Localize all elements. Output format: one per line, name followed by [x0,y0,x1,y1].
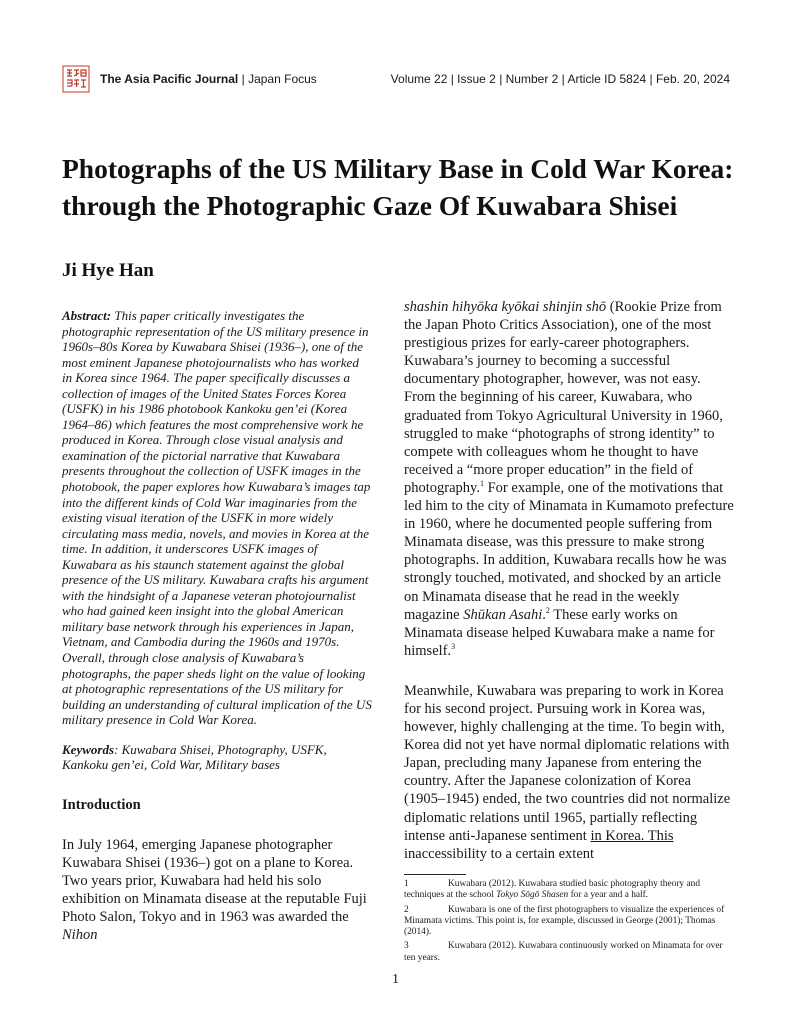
journal-subtitle: Japan Focus [248,72,317,86]
right-p1-text-a: (Rookie Prize from the Japan Photo Critics Association), one of the most prestigious prizes for early-career photographers. Kuwabara’s journey to becoming a successful documentary photographer, however, was not easy. From the beginning of his career, Kuwabara, who graduated from Tokyo Agricultural University in 1960, struggled to make “photographs of strong identity” to compete with colleagues whom he thought to have received a “more proper education” in the field of photography. [404,299,723,496]
footnote-number: 2 [404,904,409,915]
journal-name [100,72,317,86]
keywords-label: Keywords [62,741,114,757]
footnote-text-end: for a year and a half. [568,890,649,901]
footnote-ref-2[interactable]: 2 [545,605,550,615]
article-title: Photographs of the US Military Base in Cold War Korea: through the Photographic Gaze Of Kuwabara Shisei [62,153,734,221]
award-name-italic: shashin hihyōka kyōkai shinjin shō [404,299,607,315]
right-p2-underlined: in Korea. This [590,827,674,844]
keywords [62,742,372,773]
right-p2-text-a: Meanwhile, Kuwabara was preparing to work in Korea for his second project. Pursuing work in Korea was, however, highly challenging at the time. To begin with, Korea did not yet have normal diplomatic relations with Japan, precluding many Japanese from entering the country. After the Japanese colonization of Korea (1905–1945) ended, the two countries did not normalize diplomatic relations until 1965, partially reflecting intense anti-Japanese sentiment [404,682,731,844]
journal-header [62,63,730,97]
right-column [404,298,734,863]
abstract-text: This paper critically investigates the photographic representation of the US military presence in 1960s–80s Korea by Kuwabara Shisei (1936–), one of the most eminent Japanese photojournalists who has worked in Korea since 1964. The paper specifically discusses a collection of images of the United States Forces Korea (USFK) in his 1986 photobook Kankoku gen’ei (Korea 1964–86) which features the most comprehensive work he produced in Korea. Through close visual analysis and examination of the pictorial narrative that Kuwabara presents throughout the collection of USFK images in the photobook, the paper explores how Kuwabara’s images tap into the different kinds of Cold War imaginaries from the existing visual iteration of the USFK in more widely circulating mass media, novels, and movies in Korea at the time. In addition, it underscores USFK images of Kuwabara as his staunch statement against the global presence of the US military. Kuwabara crafts his argument with the hindsight of a Japanese veteran photojournalist who had gained keen insight into the global American military base network through his experiences in Japan, Vietnam, and Cambodia during the 1960s and 1970s. Overall, through close analysis of Kuwabara’s photographs, the paper sheds light on the value of looking at photographic representations of the US military for building an understanding of cultural implication of the US military presence in Cold War Korea. [62,308,372,728]
keywords-text: : Kuwabara Shisei, Photography, USFK, Kankoku gen’ei, Cold War, Military bases [62,741,327,773]
intro-paragraph-right-2 [404,682,734,863]
journal-title: The Asia Pacific Journal [100,72,239,86]
footnote-ref-1[interactable]: 1 [479,479,484,489]
footnote-number: 1 [404,879,409,889]
abstract-label: Abstract: [62,308,112,323]
section-heading-introduction: Introduction [62,796,141,813]
journal-separator: | [238,72,249,86]
footnote-text: Kuwabara (2012). Kuwabara continuously worked on Minamata for over ten years. [404,941,723,963]
footnote-1 [404,879,734,902]
article-author: Ji Hye Han [62,260,154,281]
right-p1-text-b: For example, one of the motivations that led him to the city of Minamata in Kumamoto prefecture in 1960, where he documented people suffering from Minamata disease, was this pressure to make strong photographs. In addition, Kuwabara recalls how he was strongly touched, motivated, and shocked by an article on Minamata disease that he read in the weekly magazine [404,479,734,623]
left-column [62,308,372,945]
footnote-2 [404,905,734,939]
intro-left-text: In July 1964, emerging Japanese photographer Kuwabara Shisei (1936–) got on a plane to Korea. Two years prior, Kuwabara had held his solo exhibition on Minamata disease at the reputable Fuji Photo Salon, Tokyo and in 1963 was awarded the [62,836,367,926]
footnote-italic: Tokyo Sōgō Shasen [496,890,569,901]
journal-logo-icon [62,65,90,93]
footnote-text: Kuwabara (2012). Kuwabara studied basic photography theory and techniques at the school [404,879,701,901]
footnote-divider [404,874,466,875]
volume-info: Volume 22 | Issue 2 | Number 2 | Article ID 5824 | Feb. 20, 2024 [390,72,730,86]
right-p2-text-b: inaccessibility to a certain extent [404,845,595,862]
abstract [62,308,372,728]
footnote-number: 3 [404,941,409,952]
intro-left-italic: Nihon [62,927,98,944]
footnote-text: Kuwabara is one of the first photographers to visualize the experiences of Minamata victims. This point is, for example, discussed in George (2001); Thomas (2014). [404,904,725,938]
intro-paragraph-left [62,836,372,945]
footnote-3 [404,941,734,964]
right-p1-text-c: . [542,606,546,623]
page-number: 1 [392,972,399,987]
magazine-name-italic: Shūkan Asahi [463,606,543,623]
footnote-ref-3[interactable]: 3 [451,641,456,651]
intro-paragraph-right-1 [404,298,734,660]
right-p1-text-d: These early works on Minamata disease helped Kuwabara make a name for himself. [404,606,715,659]
footnotes [404,879,734,967]
